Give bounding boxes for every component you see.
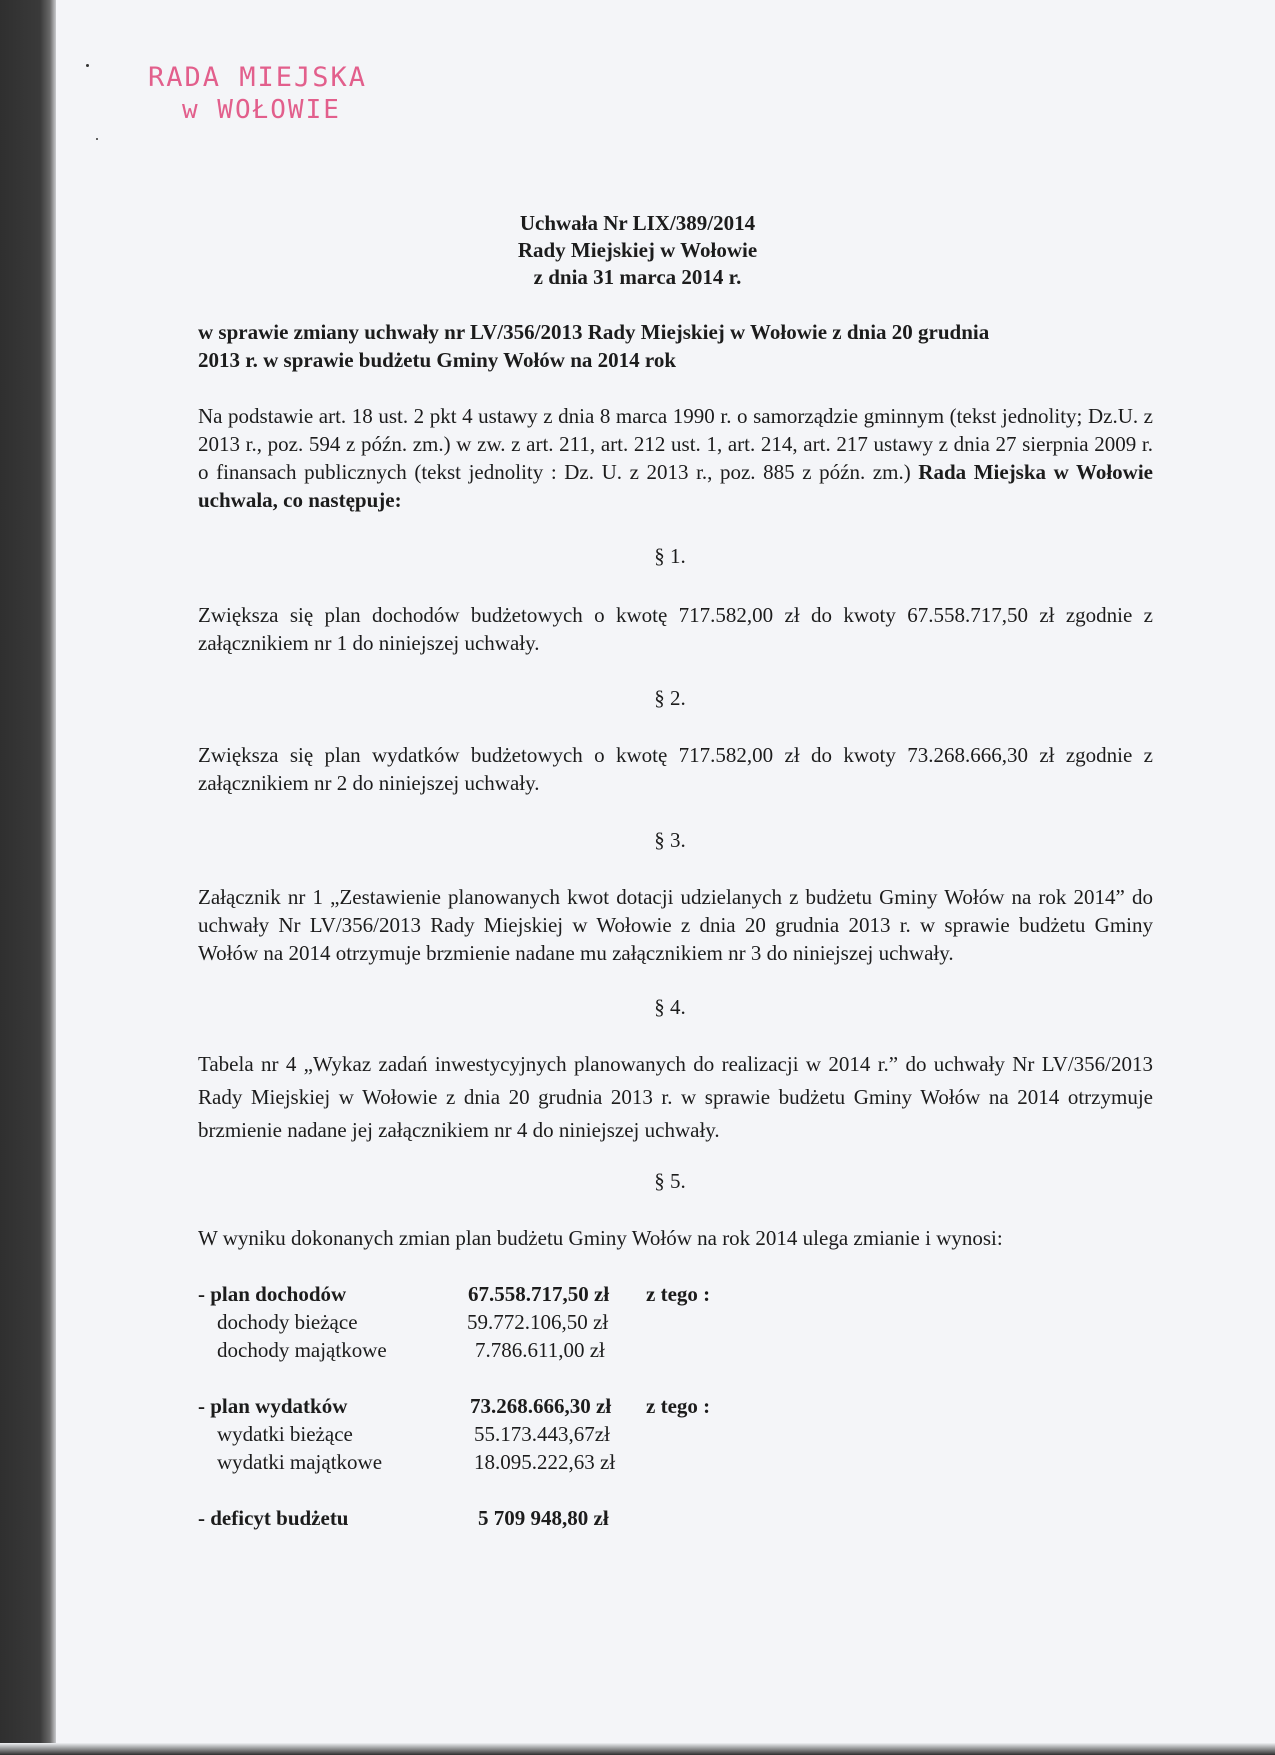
subject-line-2: 2013 r. w sprawie budżetu Gminy Wołów na 2014 rok [198, 348, 677, 372]
expense-current-label: wydatki bieżące [217, 1422, 353, 1446]
section-mark-3: § 3. [654, 828, 686, 852]
resolution-subject [198, 318, 1118, 374]
deficit-value: 5 709 948,80 zł [478, 1506, 609, 1530]
subject-line-1: w sprawie zmiany uchwały nr LV/356/2013 Rady Miejskiej w Wołowie z dnia 20 grudnia [198, 320, 990, 344]
resolution-date: z dnia 31 marca 2014 r. [533, 265, 742, 289]
section-text-5: W wyniku dokonanych zmian plan budżetu Gminy Wołów na rok 2014 ulega zmianie i wynosi: [198, 1226, 1003, 1250]
resolution-issuer: Rady Miejskiej w Wołowie [517, 238, 758, 262]
expense-capital-label: wydatki majątkowe [217, 1450, 383, 1474]
resolution-header [0, 210, 1275, 291]
section-mark-4: § 4. [654, 995, 686, 1019]
section-mark-5: § 5. [654, 1169, 686, 1193]
expense-label: - plan wydatków [198, 1394, 348, 1418]
preamble-text: Na podstawie art. 18 ust. 2 pkt 4 ustawy z dnia 8 marca 1990 r. o samorządzie gminnym (tekst jednolity; Dz.U. z 2013 r., poz. 594 z późn. zm.) w zw. z art. 211, art. 212 ust. 1, art. 214, art. 217 ustawy z dnia 27 sierpnia 2009 r. o finansach publicznych (tekst jednolity : Dz. U. z 2013 r., poz. 885 z późn. zm.) [198, 404, 1153, 484]
income-value: 67.558.717,50 zł [468, 1282, 610, 1306]
section-text-2: Zwiększa się plan wydatków budżetowych o kwotę 717.582,00 zł do kwoty 73.268.666,30 zł zgodnie z załącznikiem nr 2 do niniejszej uchwały. [198, 743, 1153, 795]
scan-shadow-bottom [0, 1743, 1275, 1755]
stamp-line-2: w WOŁOWIE [182, 95, 341, 125]
income-current-label: dochody bieżące [217, 1310, 358, 1334]
expense-current-value: 55.173.443,67zł [474, 1422, 610, 1446]
income-current-value: 59.772.106,50 zł [467, 1310, 609, 1334]
preamble-bold: Rada Miejska w Wołowie uchwala, co następuje: [198, 460, 1153, 512]
stamp-line-1: RADA MIEJSKA [148, 62, 368, 93]
section-text-1: Zwiększa się plan dochodów budżetowych o kwotę 717.582,00 zł do kwoty 67.558.717,50 zł zgodnie z załącznikiem nr 1 do niniejszej uchwały. [198, 603, 1153, 655]
income-label: - plan dochodów [198, 1282, 347, 1306]
expense-value: 73.268.666,30 zł [470, 1394, 612, 1418]
scan-speck [96, 138, 98, 140]
income-capital-value: 7.786.611,00 zł [475, 1338, 605, 1362]
expense-suffix: z tego : [646, 1394, 711, 1418]
income-capital-label: dochody majątkowe [217, 1338, 387, 1362]
income-suffix: z tego : [646, 1282, 711, 1306]
council-stamp [148, 62, 367, 125]
section-mark-2: § 2. [654, 686, 686, 710]
resolution-number: Uchwała Nr LIX/389/2014 [519, 211, 756, 235]
deficit-label: - deficyt budżetu [198, 1506, 349, 1530]
preamble [198, 402, 1153, 514]
scan-speck [86, 64, 89, 67]
section-mark-1: § 1. [654, 544, 686, 568]
section-text-3: Załącznik nr 1 „Zestawienie planowanych kwot dotacji udzielanych z budżetu Gminy Wołów na rok 2014” do uchwały Nr LV/356/2013 Rady Miejskiej w Wołowie z dnia 20 grudnia 2013 r. w sprawie budżetu Gminy Wołów na 2014 otrzymuje brzmienie nadane mu załącznikiem nr 3 do niniejszej uchwały. [198, 885, 1153, 965]
section-text-4: Tabela nr 4 „Wykaz zadań inwestycyjnych planowanych do realizacji w 2014 r.” do uchwały Nr LV/356/2013 Rady Miejskiej w Wołowie z dnia 20 grudnia 2013 r. w sprawie budżetu Gminy Wołów na 2014 otrzymuje brzmienie nadane jej załącznikiem nr 4 do niniejszej uchwały. [198, 1052, 1153, 1142]
expense-capital-value: 18.095.222,63 zł [474, 1450, 616, 1474]
